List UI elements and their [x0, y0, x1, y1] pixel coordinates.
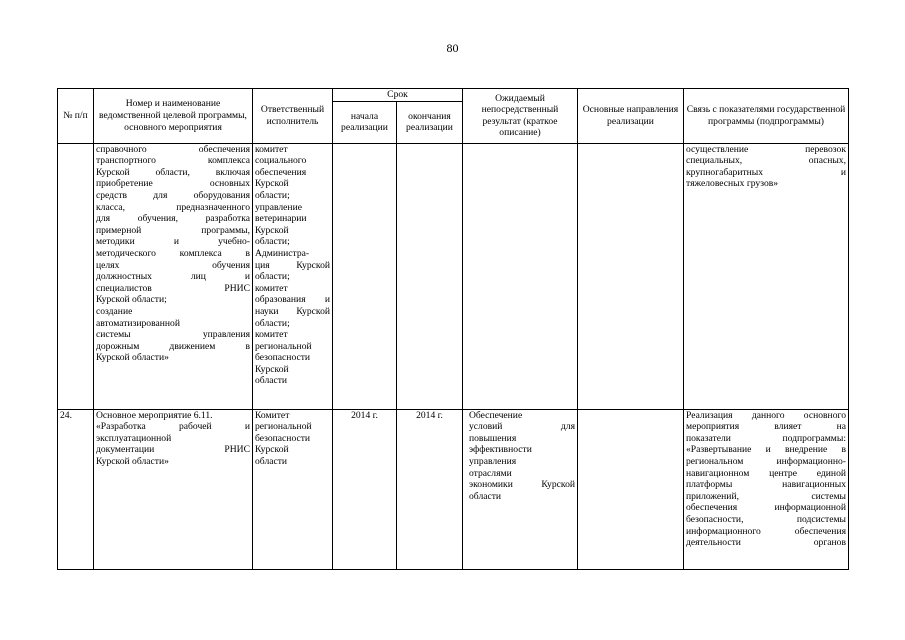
result-line: Обеспечение [469, 409, 523, 421]
row-start [333, 143, 397, 409]
executor-line: управление [255, 201, 302, 213]
program-table [57, 88, 849, 570]
header-end: окончания реализации [397, 101, 463, 143]
executor-line: региональной [255, 340, 312, 352]
link-line: «Развертывание и внедрение в [686, 444, 846, 456]
result-line: отраслями [469, 467, 512, 479]
executor-line: области [255, 455, 288, 467]
program-line: Курской области» [96, 352, 169, 364]
link-line: крупногабаритных и [686, 166, 846, 178]
row-end [397, 143, 463, 409]
program-line: целях обучения [96, 259, 250, 271]
program-line: Курской области, включая [96, 166, 250, 178]
result-line: эффективности [469, 444, 532, 456]
row-directions [578, 143, 684, 409]
executor-line: Курской [255, 224, 289, 236]
link-line: специальных, опасных, [686, 155, 846, 167]
program-line: примерной программы, [96, 224, 250, 236]
executor-line: безопасности [255, 432, 311, 444]
result-line: условий для [469, 421, 575, 433]
row-link [684, 409, 849, 569]
program-line: создание [96, 305, 133, 317]
executor-line: области; [255, 317, 290, 329]
program-line: методического комплекса в [96, 247, 250, 259]
header-link: Связь с показателями государственной программы (подпрограммы) [684, 89, 849, 144]
link-line: Реализация данного основного [686, 409, 846, 421]
program-line: системы управления [96, 329, 250, 341]
executor-line: области [255, 375, 288, 387]
link-line: региональном информационно- [686, 455, 846, 467]
program-line: «Разработка рабочей и [96, 421, 250, 433]
link-line: информационного обеспечения [686, 525, 846, 537]
executor-line: области; [255, 236, 290, 248]
row-result [463, 409, 578, 569]
program-line: документации РНИС [96, 444, 250, 456]
program-line: автоматизированной [96, 317, 180, 329]
program-line: Курской области; [96, 294, 167, 306]
header-start: начала реализации [333, 101, 397, 143]
link-line: навигационном центре единой [686, 467, 846, 479]
executor-line: науки Курской [255, 305, 330, 317]
header-program: Номер и наименование ведомственной целевой программы, основного мероприятия [94, 89, 253, 144]
program-line: транспортного комплекса [96, 155, 250, 167]
executor-line: комитет [255, 329, 288, 341]
executor-line: Курской [255, 178, 289, 190]
row-executor [253, 409, 333, 569]
link-line: приложений, системы [686, 490, 846, 502]
link-line: осуществление перевозок [686, 143, 846, 155]
table-row [58, 409, 849, 569]
link-line: мероприятия влияет на [686, 421, 846, 433]
row-link [684, 143, 849, 409]
result-line: области [469, 490, 502, 502]
link-line: обеспечения информационной [686, 502, 846, 514]
link-line: показатели подпрограммы: [686, 432, 846, 444]
header-term: Срок [333, 89, 463, 102]
executor-line: области; [255, 189, 290, 201]
result-line: управления [469, 455, 517, 467]
result-line: экономики Курской [469, 479, 575, 491]
row-start: 2014 г. [333, 409, 397, 569]
row-num: 24. [58, 409, 94, 569]
executor-line: безопасности [255, 352, 311, 364]
header-result: Ожидаемый непосредственный результат (краткое описание) [463, 89, 578, 144]
program-line: приобретение основных [96, 178, 250, 190]
row-program [94, 409, 253, 569]
executor-line: комитет [255, 282, 288, 294]
program-line: Курской области» [96, 455, 169, 467]
executor-line: региональной [255, 421, 312, 433]
program-line: класса, предназначенного [96, 201, 250, 213]
program-line: эксплуатационной [96, 432, 172, 444]
executor-line: области; [255, 271, 290, 283]
program-line: методики и учебно- [96, 236, 250, 248]
page-number: 80 [446, 41, 459, 55]
executor-line: Курской [255, 444, 289, 456]
executor-line: обеспечения [255, 166, 307, 178]
row-executor [253, 143, 333, 409]
link-line: тяжеловесных грузов» [686, 178, 779, 190]
result-line: повышения [469, 432, 517, 444]
program-line: специалистов РНИС [96, 282, 250, 294]
row-directions [578, 409, 684, 569]
row-end: 2014 г. [397, 409, 463, 569]
row-num [58, 143, 94, 409]
table-row [58, 143, 849, 409]
program-line: дорожным движением в [96, 340, 250, 352]
program-line: должностных лиц и [96, 271, 250, 283]
executor-line: ция Курской [255, 259, 330, 271]
program-line: справочного обеспечения [96, 143, 250, 155]
header-num: № п/п [58, 89, 94, 144]
row-program [94, 143, 253, 409]
executor-line: комитет [255, 143, 288, 155]
executor-line: Комитет [255, 409, 290, 421]
executor-line: Курской [255, 363, 289, 375]
executor-line: ветеринарии [255, 213, 307, 225]
row-result [463, 143, 578, 409]
program-line: Основное мероприятие 6.11. [96, 409, 213, 421]
header-directions: Основные направления реализации [578, 89, 684, 144]
header-executor: Ответственный исполнитель [253, 89, 333, 144]
link-line: безопасности, подсистемы [686, 513, 846, 525]
program-line: для обучения, разработка [96, 213, 250, 225]
executor-line: Администра- [255, 247, 310, 259]
link-line: деятельности органов [686, 537, 846, 549]
link-line: платформы навигационных [686, 479, 846, 491]
executor-line: социального [255, 155, 307, 167]
program-line: средств для оборудования [96, 189, 250, 201]
executor-line: образования и [255, 294, 330, 306]
